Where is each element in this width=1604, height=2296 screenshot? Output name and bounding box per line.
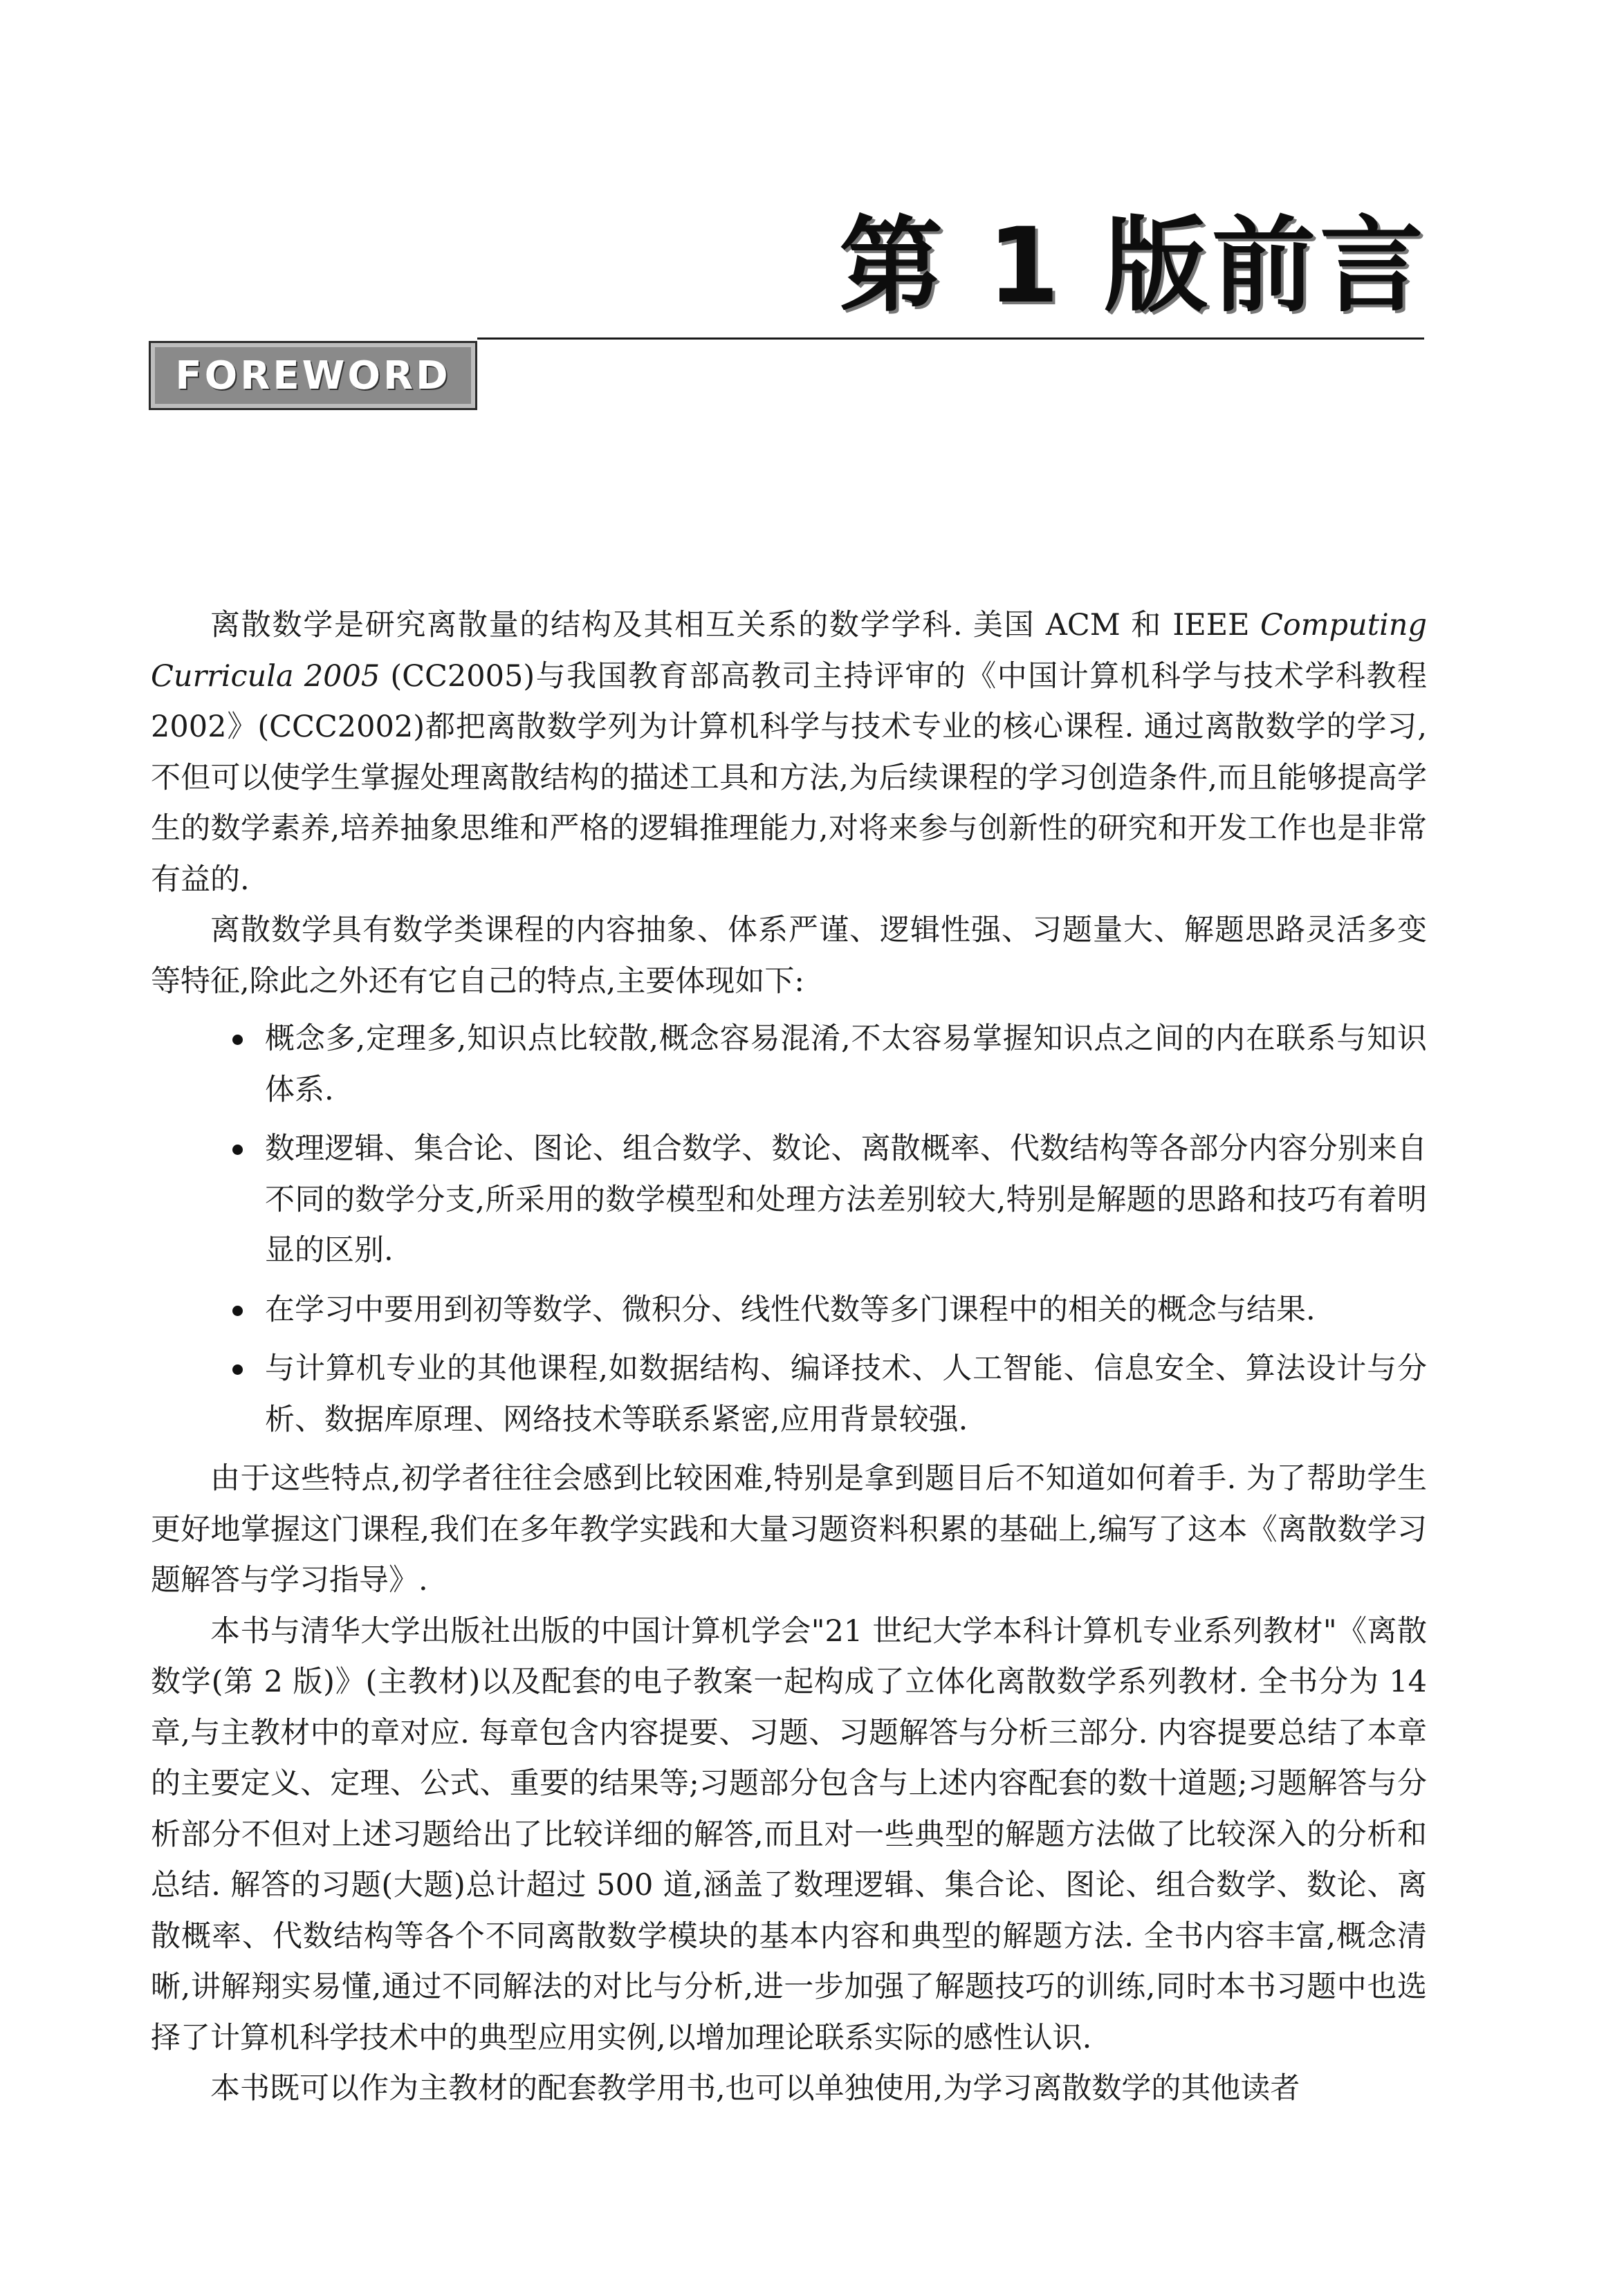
list-item-text: 概念多,定理多,知识点比较散,概念容易混淆,不太容易掌握知识点之间的内在联系与知识体系.: [265, 1021, 1427, 1107]
list-item: [151, 1344, 1427, 1445]
paragraph-intro-part1: 离散数学是研究离散量的结构及其相互关系的数学学科. 美国 ACM 和 IEEE: [210, 608, 1260, 642]
list-item-text: 在学习中要用到初等数学、微积分、线性代数等多门课程中的相关的概念与结果.: [265, 1292, 1316, 1327]
paragraph-features: 离散数学具有数学类课程的内容抽象、体系严谨、逻辑性强、习题量大、解题思路灵活多变等特征,除此之外还有它自己的特点,主要体现如下:: [151, 913, 1427, 999]
bullet-dot-icon: [232, 1364, 243, 1375]
bullet-dot-icon: [232, 1035, 243, 1045]
bullet-dot-icon: [232, 1306, 243, 1316]
list-item: [151, 1285, 1427, 1336]
list-item: [151, 1014, 1427, 1115]
list-item-text: 数理逻辑、集合论、图论、组合数学、数论、离散概率、代数结构等各部分内容分别来自不同的数学分支,所采用的数学模型和处理方法差别较大,特别是解题的思路和技巧有着明显的区别.: [265, 1131, 1427, 1268]
bullet-dot-icon: [232, 1145, 243, 1155]
paragraph-difficulty: 由于这些特点,初学者往往会感到比较困难,特别是拿到题目后不知道如何着手. 为了帮助学生更好地掌握这门课程,我们在多年教学实践和大量习题资料积累的基础上,编写了这本《离散数学习题解答与学习指导》.: [151, 1461, 1427, 1598]
header-rule: [477, 337, 1424, 340]
list-item: [151, 1124, 1427, 1277]
paragraph-intro: [151, 600, 1427, 905]
foreword-badge: [149, 341, 477, 410]
paragraph-book-structure: 本书与清华大学出版社出版的中国计算机学会"21 世纪大学本科计算机专业系列教材"《离散数学(第 2 版)》(主教材)以及配套的电子教案一起构成了立体化离散数学系列教材. 全书分为 14 章,与主教材中的章对应. 每章包含内容提要、习题、习题解答与分析三部分. 内容提要总结了本章的主要定义、定理、公式、重要的结果等;习题部分包含与上述内容配套的数十道题;习题解答与分析部分不但对上述习题给出了比较详细的解答,而且对一些典型的解题方法做了比较深入的分析和总结. 解答的习题(大题)总计超过 500 道,涵盖了数理逻辑、集合论、图论、组合数学、数论、离散概率、代数结构等各个不同离散数学模块的基本内容和典型的解题方法. 全书内容丰富,概念清晰,讲解翔实易懂,通过不同解法的对比与分析,进一步加强了解题技巧的训练,同时本书习题中也选择了计算机科学技术中的典型应用实例,以增加理论联系实际的感性认识.: [151, 1613, 1427, 2055]
chapter-title: 第 1 版前言: [839, 206, 1428, 326]
paragraph-usage: 本书既可以作为主教材的配套教学用书,也可以单独使用,为学习离散数学的其他读者: [210, 2071, 1300, 2106]
paragraph-intro-part2: (CC2005)与我国教育部高教司主持评审的《中国计算机科学与技术学科教程 2002》(CCC2002)都把离散数学列为计算机科学与技术专业的核心课程. 通过离散数学的学习,不但可以使学生掌握处理离散结构的描述工具和方法,为后续课程的学习创造条件,而且能够提高学生的数学素养,培养抽象思维和严格的逻辑推理能力,对将来参与创新性的研究和开发工作也是非常有益的.: [151, 658, 1427, 897]
feature-list: [151, 1014, 1427, 1445]
paragraph-intro-italic: Computing Curricula 2005: [151, 608, 1427, 694]
list-item-text: 与计算机专业的其他课程,如数据结构、编译技术、人工智能、信息安全、算法设计与分析、数据库原理、网络技术等联系紧密,应用背景较强.: [265, 1351, 1427, 1437]
body-text: [151, 600, 1427, 2115]
foreword-badge-label: FOREWORD: [175, 353, 451, 398]
